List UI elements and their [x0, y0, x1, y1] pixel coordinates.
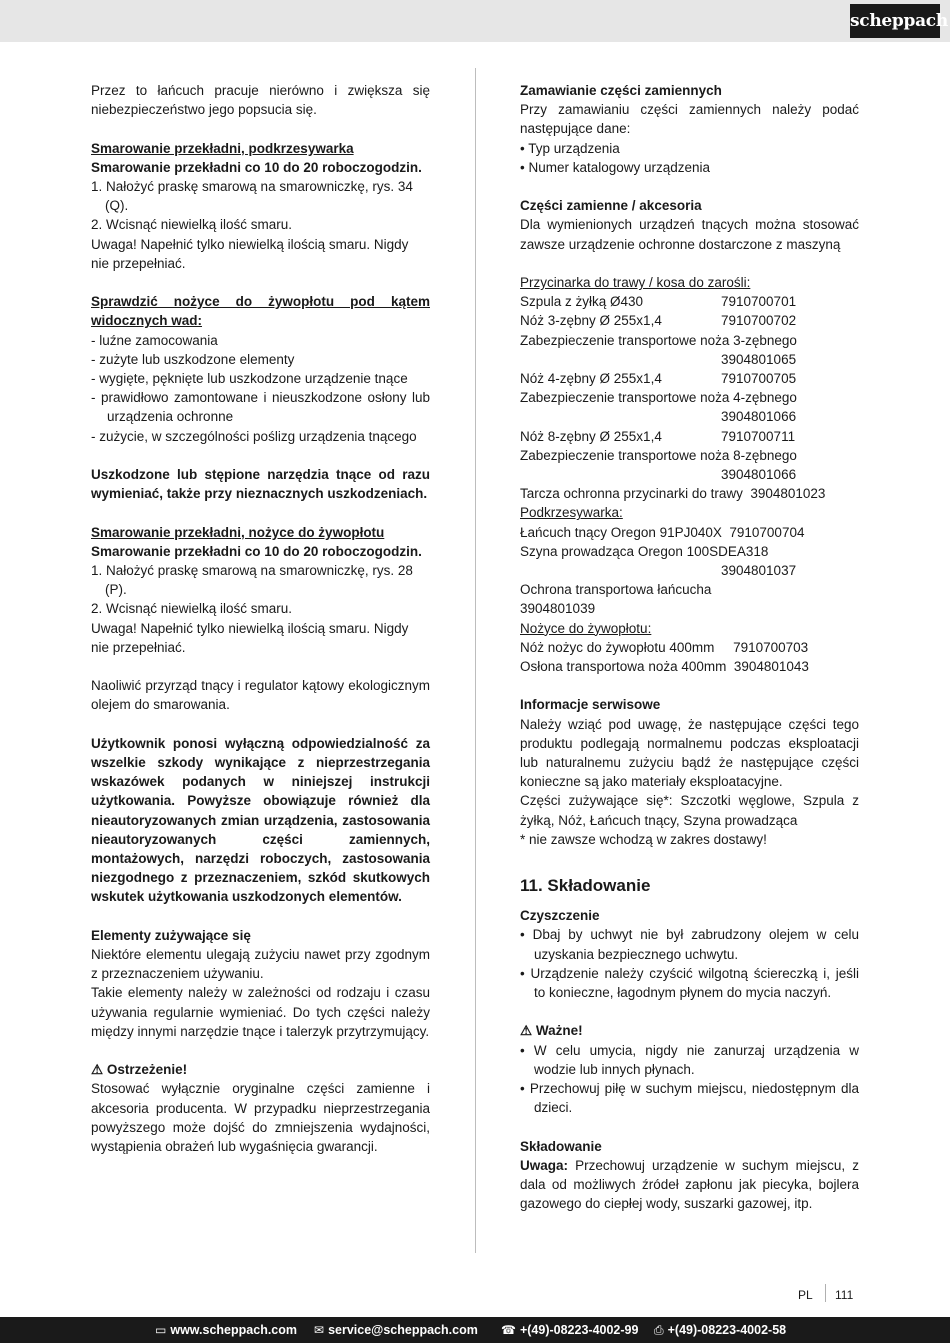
right-column: [520, 81, 859, 1213]
brand-logo: scheppach: [850, 4, 940, 38]
part-row: Tarcza ochronna przycinarki do trawy 3904801023: [520, 486, 826, 502]
list-item: • Typ urządzenia: [520, 140, 620, 156]
heading-gear-lubrication-saw: Smarowanie przekładni, podkrzesywarka: [91, 140, 354, 156]
heading-ordering-parts: Zamawianie części zamiennych: [520, 83, 722, 98]
part-number: 7910700701: [721, 294, 797, 310]
storage-text: Przechowuj urządzenie w suchym miejscu, z dala od możliwych źródeł zapłonu jak piecyka, bojlera gazowego do ciepłej wody, suszarki gazowej, itp.: [520, 1157, 859, 1212]
list-item: - wygięte, pęknięte lub uszkodzone urządzenie tnące: [91, 371, 408, 387]
list-item: 2. Wcisnąć niewielką ilość smaru.: [91, 217, 293, 233]
warning-heading: ⚠ Ostrzeżenie!: [91, 1062, 188, 1078]
heading-cleaning: Czyszczenie: [520, 908, 600, 924]
column-divider: [475, 68, 476, 1253]
part-row: Osłona transportowa noża 400mm 3904801043: [520, 659, 809, 675]
list-item: • Numer katalogowy urządzenia: [520, 159, 711, 175]
part-name: Zabezpieczenie transportowe noża 8-zębnego: [520, 447, 797, 463]
part-number: 3904801066: [721, 409, 797, 425]
wear-paragraph: Takie elementy należy w zależności od rodzaju i czasu używania regularnie wymieniać. Do tych części należy między innymi narzędzie tnące i talerzyk przytrzymujący.: [91, 985, 430, 1039]
list-item: 1. Nałożyć praskę smarową na smarowniczkę, rys. 28 (P).: [91, 563, 413, 598]
paragraph-chain: Przez to łańcuch pracuje nierówno i zwiększa się niebezpieczeństwo jego popsucia się.: [91, 83, 430, 118]
wear-paragraph: Niektóre elementu ulegają zużyciu nawet przy zgodnym z przeznaczeniem używaniu.: [91, 947, 430, 982]
left-column: [91, 81, 430, 1156]
website-contact[interactable]: [155, 1317, 297, 1343]
page-footer: [798, 1284, 858, 1304]
part-number: 3904801037: [721, 563, 797, 579]
list-item: - zużycie, w szczególności poślizg urządzenia tnącego: [91, 428, 417, 444]
service-paragraph: Części zużywające się*: Szczotki węglowe, Szpula z żyłką, Nóż, Łańcuch tnący, Szyna prowadząca: [520, 793, 859, 828]
note: Uwaga! Napełnić tylko niewielką ilością smaru. Nigdy nie przepełniać.: [91, 620, 409, 655]
list-item: • W celu umycia, nigdy nie zanurzaj urządzenia w wodzie lub innych płynach.: [520, 1042, 859, 1077]
gear-lubrication-interval: Smarowanie przekładni co 10 do 20 roboczogodzin.: [91, 159, 422, 175]
email-text: service@scheppach.com: [328, 1323, 478, 1337]
part-row: [520, 311, 859, 330]
email-contact[interactable]: [314, 1317, 478, 1343]
part-name: Szyna prowadząca Oregon 100SDEA318: [520, 543, 769, 559]
heading-wear-parts: Elementy zużywające się: [91, 927, 251, 943]
part-row: [520, 292, 859, 311]
part-name: Szpula z żyłką Ø430: [520, 294, 644, 310]
part-number: 3904801066: [721, 467, 797, 483]
responsibility-paragraph: Użytkownik ponosi wyłączną odpowiedzialność za wszelkie szkody wynikające z nieprzestrzegania wskazówek podanych w niniejszej instrukcji użytkowania. Powyższe obowiązuje również dla nieautoryzowanych zmian urządzenia, zastosowania nieautoryzowanych części zamiennych, montażowych, narzędzi roboczych, zastosowania niezgodnego z przeznaczeniem, szkód skutkowych wskutek użytkowania uszkodzonych elementów.: [91, 735, 430, 905]
part-name: Ochrona transportowa łańcucha: [520, 582, 712, 598]
part-number: 7910700702: [721, 313, 797, 329]
subheading-pole-saw: Podkrzesywarka:: [520, 505, 623, 521]
heading-spare-parts: Części zamienne / akcesoria: [520, 198, 702, 214]
storage-paragraph: [520, 1156, 859, 1214]
page-separator: [825, 1284, 826, 1302]
list-item: • Urządzenie należy czyścić wilgotną ściereczką i, jeśli to konieczne, łagodnym płynem do mycia naczyń.: [520, 965, 859, 1001]
contact-bar: [0, 1317, 950, 1343]
section-heading-storage: 11. Składowanie: [520, 876, 651, 896]
part-name: Nóż 8-zębny Ø 255x1,4: [520, 428, 662, 444]
service-footnote: * nie zawsze wchodzą w zakres dostawy!: [520, 831, 767, 847]
phone-text: +(49)-08223-4002-99: [519, 1323, 639, 1337]
heading-check-hedge-trimmer: Sprawdzić nożyce do żywopłotu pod kątem widocznych wad:: [91, 294, 430, 329]
list-item: 1. Nałożyć praskę smarową na smarowniczkę, rys. 34 (Q).: [91, 179, 413, 214]
part-row: Łańcuch tnący Oregon 91PJ040X 7910700704: [520, 524, 805, 540]
part-number: 7910700711: [721, 428, 796, 444]
note: Uwaga! Napełnić tylko niewielką ilością smaru. Nigdy nie przepełniać.: [91, 236, 409, 271]
fax-icon: ⎙: [654, 1323, 664, 1337]
part-name: Zabezpieczenie transportowe noża 3-zębnego: [520, 332, 797, 348]
phone-icon: ☎: [501, 1323, 516, 1337]
fax-text: +(49)-08223-4002-58: [667, 1323, 787, 1337]
heading-gear-lubrication-hedge: Smarowanie przekładni, nożyce do żywopłotu: [91, 524, 385, 540]
list-item: 2. Wcisnąć niewielką ilość smaru.: [91, 601, 293, 617]
part-number: 7910700705: [721, 371, 797, 387]
list-item: • Przechowuj piłę w suchym miejscu, niedostępnym dla dzieci.: [520, 1081, 859, 1116]
website-text: www.scheppach.com: [170, 1323, 297, 1337]
ordering-paragraph: Przy zamawianiu części zamiennych należy podać następujące dane:: [520, 102, 859, 137]
part-name: Nóż 3-zębny Ø 255x1,4: [520, 313, 662, 329]
part-row: [520, 427, 859, 446]
warning-paragraph: Stosować wyłącznie oryginalne części zamienne i akcesoria producenta. W przypadku nieprzestrzegania powyższego może dojść do zmniejszenia wydajności, wystąpienia obrażeń lub wygaśnięcia gwarancji.: [91, 1081, 430, 1155]
list-item: - zużyte lub uszkodzone elementy: [91, 351, 295, 367]
list-item: • Dbaj by uchwyt nie był zabrudzony olejem w celu uzyskania bezpiecznego uchwytu.: [520, 927, 859, 962]
monitor-icon: ▭: [155, 1323, 167, 1337]
part-number: 3904801065: [721, 351, 797, 367]
part-name: Nóż 4-zębny Ø 255x1,4: [520, 371, 662, 387]
damaged-tools-note: Uszkodzone lub stępione narzędzia tnące od razu wymieniać, także przy nieznacznych uszkodzeniach.: [91, 467, 430, 502]
part-number: 3904801039: [520, 601, 596, 617]
storage-label: Uwaga:: [520, 1157, 569, 1173]
part-row: Nóż nożyc do żywopłotu 400mm 7910700703: [520, 639, 809, 655]
page-number: 111: [835, 1288, 854, 1302]
subheading-hedge-trimmer: Nożyce do żywopłotu:: [520, 620, 652, 636]
oil-paragraph: Naoliwić przyrząd tnący i regulator kątowy ekologicznym olejem do smarowania.: [91, 678, 430, 713]
list-item: - prawidłowo zamontowane i nieuszkodzone osłony lub urządzenia ochronne: [91, 390, 430, 425]
heading-service-info: Informacje serwisowe: [520, 697, 661, 713]
language-code: PL: [798, 1288, 813, 1302]
heading-storage: Składowanie: [520, 1138, 602, 1154]
important-heading: ⚠ Ważne!: [520, 1023, 583, 1039]
part-row: [520, 369, 859, 388]
phone-contact[interactable]: [501, 1317, 638, 1343]
gear-lubrication-interval: Smarowanie przekładni co 10 do 20 roboczogodzin.: [91, 543, 422, 559]
subheading-trimmer: Przycinarka do trawy / kosa do zarośli:: [520, 275, 751, 290]
mail-icon: ✉: [314, 1323, 325, 1337]
part-name: Zabezpieczenie transportowe noża 4-zębnego: [520, 390, 797, 406]
fax-contact[interactable]: [654, 1317, 786, 1343]
list-item: - luźne zamocowania: [91, 332, 218, 348]
header-bar: [0, 0, 950, 42]
service-paragraph: Należy wziąć pod uwagę, że następujące części tego produktu podlegają normalnemu podczas eksploatacji lub naturalnemu zużyciu bądź że następujące części konieczne są jako materiały eksploatacyjne.: [520, 716, 859, 790]
spare-parts-paragraph: Dla wymienionych urządzeń tnących można stosować zawsze urządzenie ochronne dostarczone z maszyną: [520, 217, 859, 252]
